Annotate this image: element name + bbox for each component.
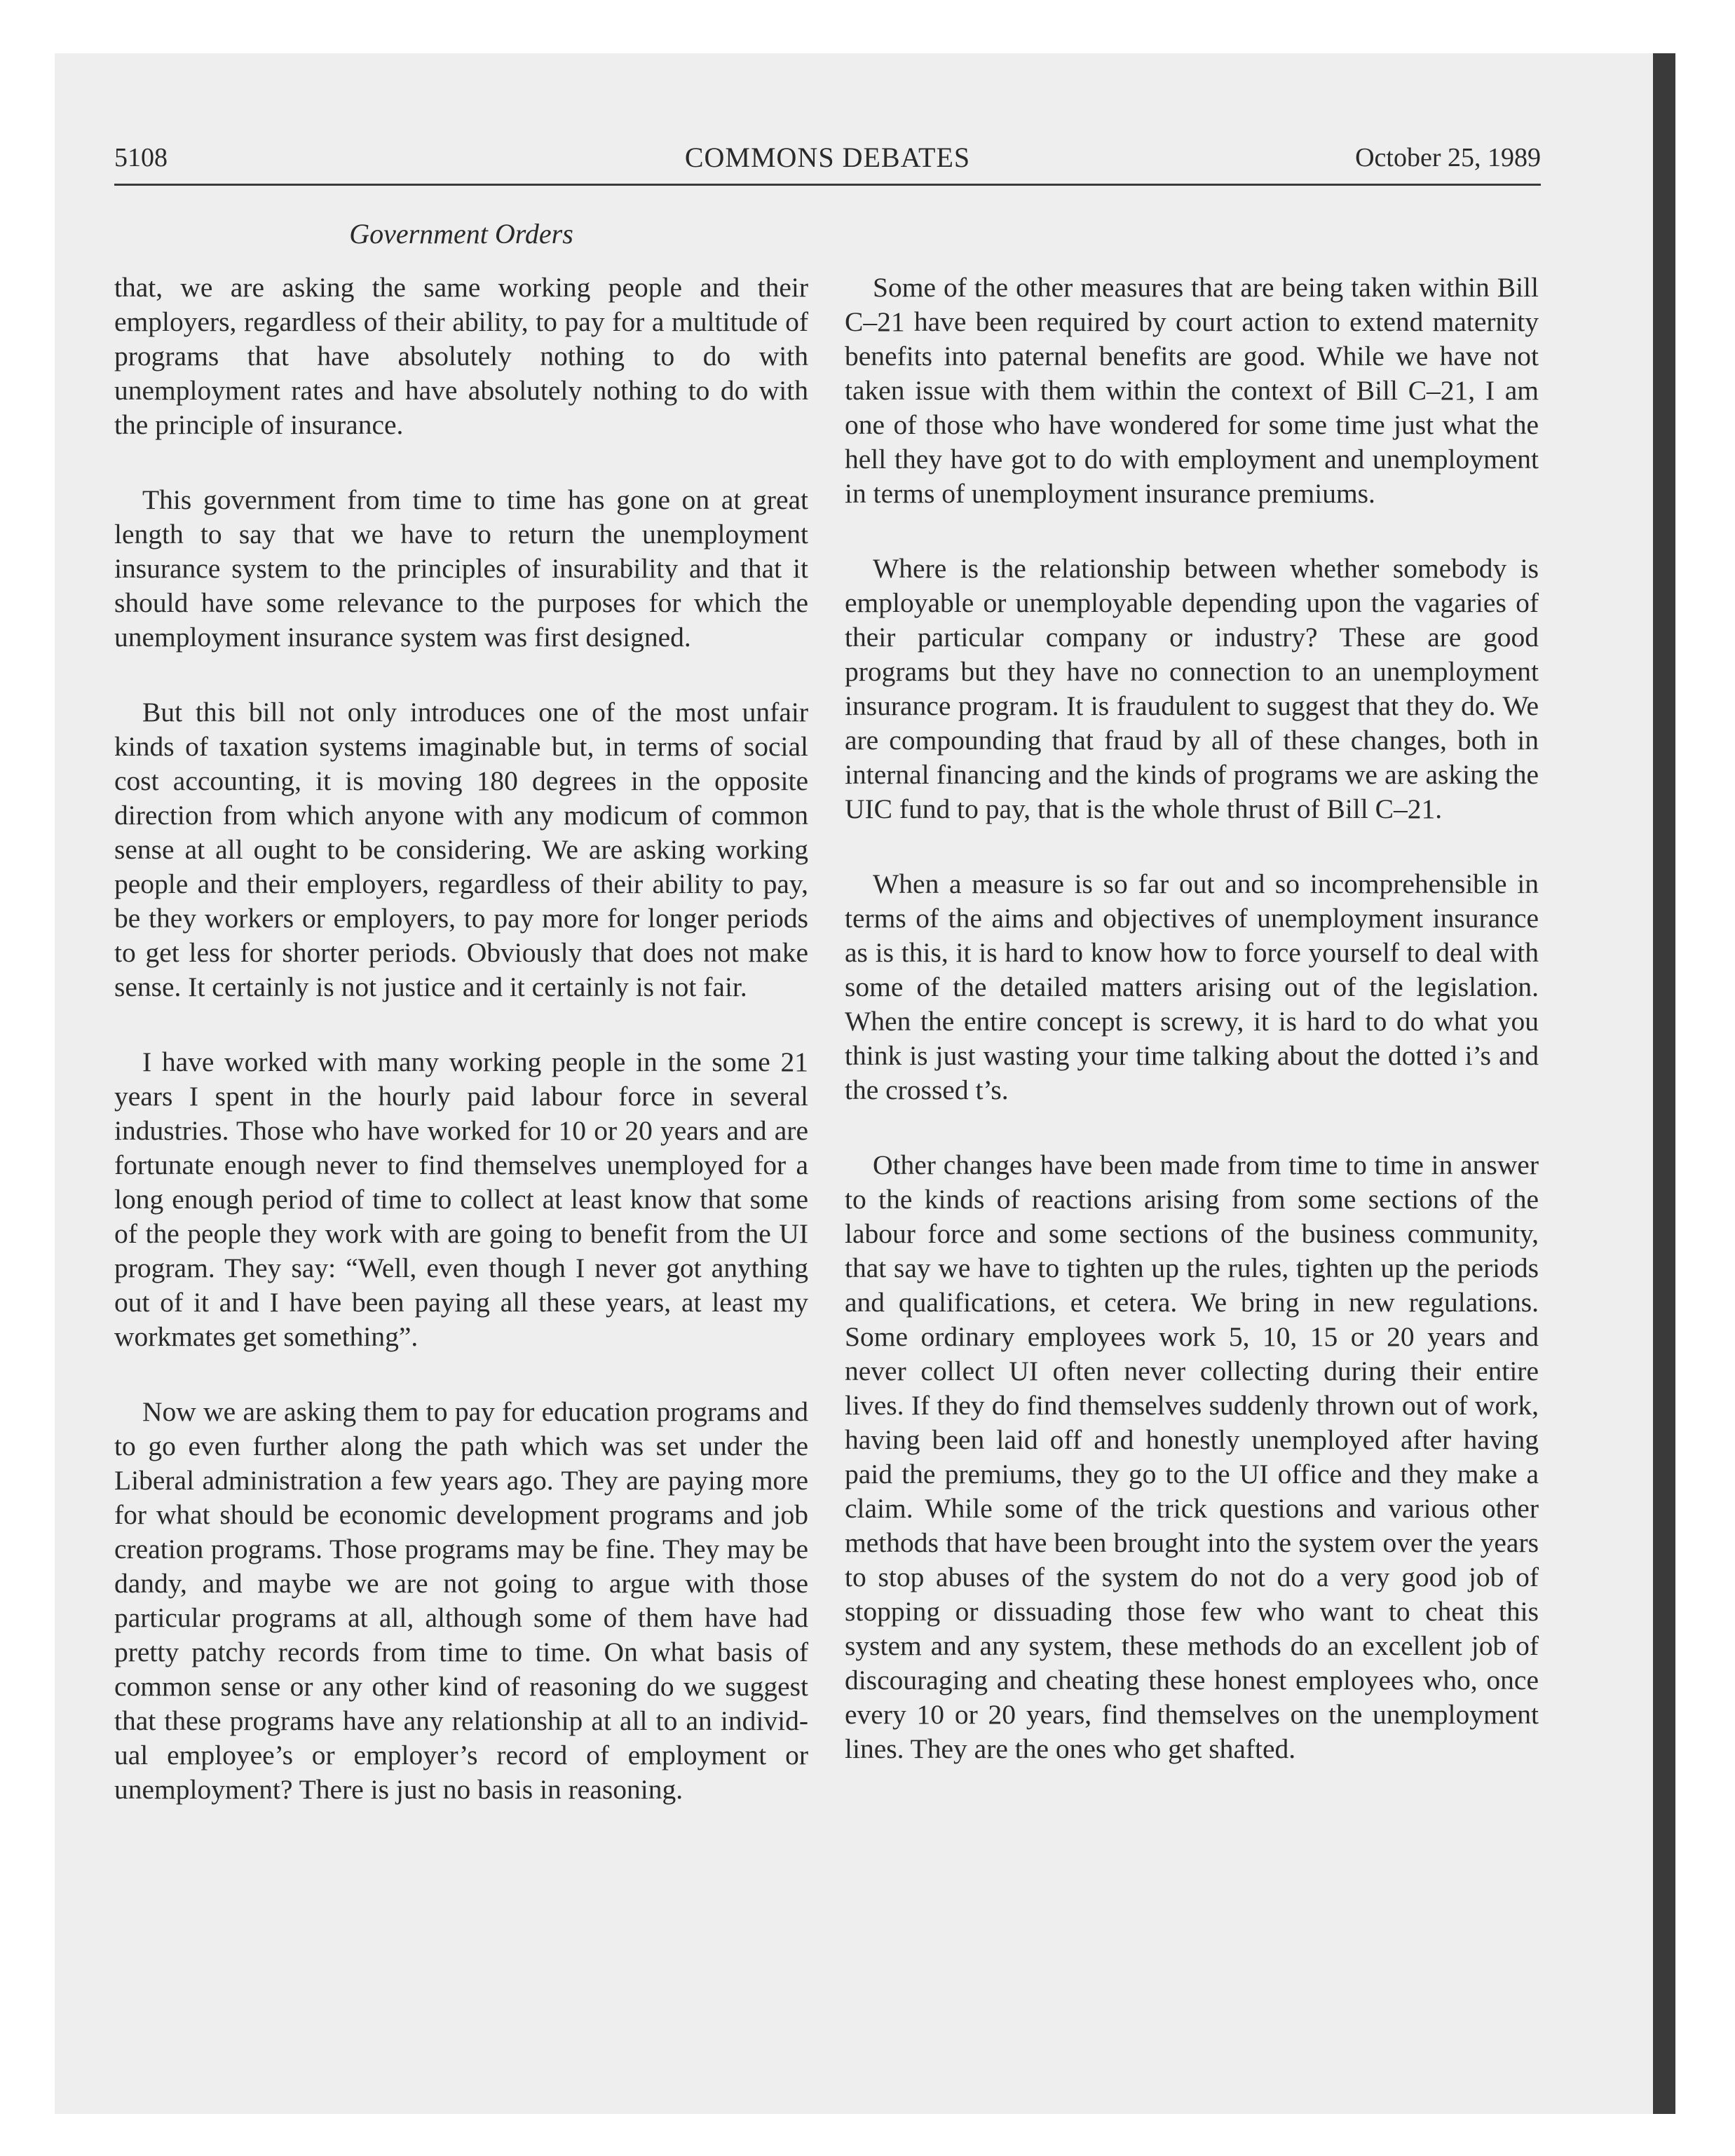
journal-title: COMMONS DEBATES (684, 142, 971, 173)
left-column (114, 271, 808, 1807)
paragraph: Some of the other measures that are being taken within Bill C–21 have been required by court action to extend maternity benefits into paternal benefits are good. While we have not taken issue with them within the context of Bill C–21, I am one of those who have wondered for some time just what the hell they have got to do with employment and unemployment in terms of unemployment insurance premiums. (845, 272, 1539, 509)
page-header (114, 142, 1541, 185)
paragraph: Now we are asking them to pay for education programs and to go even further along the path which was set under the Liberal administration a few years ago. They are paying more for what should be economic development programs and job creation programs. Those programs may be fine. They may be dandy, and maybe we are not going to argue with those particular programs at all, although some of them have had pretty patchy records from time to time. On what basis of common sense or any other kind of reasoning do we suggest that these programs have any relationship at all to an individual employee’s or employer’s record of employment or unemployment? There is just no basis in reasoning. (114, 1396, 808, 1805)
publication-date: October 25, 1989 (1355, 143, 1541, 172)
paragraph: Where is the relationship between whether somebody is employable or unemployable depending upon the vagaries of their particular company or industry? These are good programs but they have no connection to an unemployment insurance program. It is fraudulent to suggest that they do. We are compounding that fraud by all of these changes, both in internal financing and the kinds of programs we are asking the UIC fund to pay, that is the whole thrust of Bill C–21. (845, 553, 1539, 824)
paragraph: When a measure is so far out and so incomprehensible in terms of the aims and objectives of unemployment insurance as is this, it is hard to know how to force yourself to deal with some of the detailed matters arising out of the legislation. When the entire concept is screwy, it is hard to do what you think is just wasting your time talking about the dotted i’s and the crossed t’s. (845, 868, 1539, 1105)
paragraph: Other changes have been made from time to time in answer to the kinds of reactions arising from some sections of the labour force and some sections of the business community, that say we have to tighten up the rules, tighten up the periods and qualifications, et cetera. We bring in new regulations. Some ordinary employees work 5, 10, 15 or 20 years and never collect UI often never collecting during their entire lives. If they do find themselves suddenly thrown out of work, having been laid off and honestly unemployed after having paid the premiums, they go to the UI office and they make a claim. While some of the trick questions and various other methods that have been brought into the system over the years to stop abuses of the system do not do a very good job of stopping or dissuading those few who want to cheat this system and any system, these methods do an excellent job of discouraging and cheating these honest employees who, once every 10 or 20 years, find themselves on the unemployment lines. They are the ones who get shafted. (845, 1149, 1539, 1764)
section-title: Government Orders (349, 218, 573, 250)
right-column (845, 271, 1539, 1766)
paragraph: This government from time to time has gone on at great length to say that we have to return the unemployment insurance system to the principles of insurability and that it should have some relevance to the purposes for which the unemployment insurance system was first designed. (114, 484, 808, 653)
paragraph: But this bill not only introduces one of the most unfair kinds of taxation systems imaginable but, in terms of social cost accounting, it is moving 180 degrees in the opposite direction from which anyone with any modicum of common sense at all ought to be considering. We are asking working people and their employers, regardless of their ability to pay, be they workers or employers, to pay more for longer periods to get less for shorter periods. Obviously that does not make sense. It certainly is not justice and it certainly is not fair. (114, 697, 808, 1002)
header-rule (114, 184, 1541, 186)
paragraph: I have worked with many working people in the some 21 years I spent in the hourly paid labour force in several industries. Those who have worked for 10 or 20 years and are fortunate enough never to find themselves unemployed for a long enough period of time to collect at least know that some of the people they work with are going to benefit from the UI program. They say: “Well, even though I never got anything out of it and I have been paying all these years, at least my workmates get something”. (114, 1046, 808, 1352)
page-number: 5108 (114, 143, 168, 172)
scan-edge-shadow (1653, 53, 1675, 2114)
paragraph: that, we are asking the same working people and their employers, regardless of their ability, to pay for a multitude of programs that have absolutely nothing to do with unemployment rates and have absolutely nothing to do with the principle of insurance. (114, 272, 808, 440)
